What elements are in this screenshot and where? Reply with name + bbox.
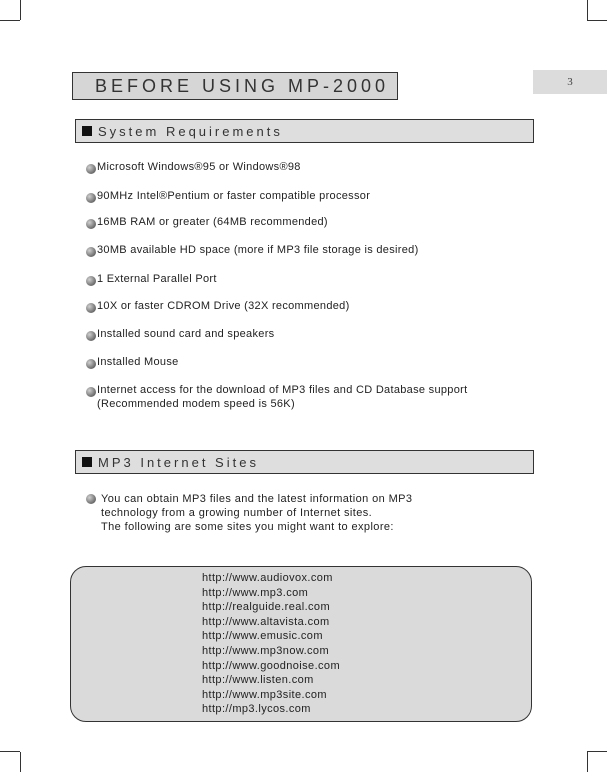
- list-item: [86, 272, 217, 286]
- round-bullet-icon: [86, 331, 96, 341]
- page-title: BEFORE USING MP-2000: [95, 75, 390, 96]
- round-bullet-icon: [86, 387, 96, 397]
- sites-list: [202, 571, 340, 717]
- crop-mark-top-right-h: [587, 20, 607, 21]
- list-item: [86, 299, 350, 313]
- crop-mark-top-left-v: [20, 0, 21, 20]
- list-item-text: Microsoft Windows®95 or Windows®98: [97, 161, 301, 173]
- site-url: http://realguide.real.com: [202, 601, 331, 614]
- site-url: http://www.mp3.com: [202, 586, 309, 599]
- page-number-tab: [533, 70, 607, 94]
- square-bullet-icon: [82, 126, 92, 136]
- round-bullet-icon: [86, 494, 96, 504]
- list-item: [86, 215, 328, 229]
- site-url: http://www.goodnoise.com: [202, 659, 341, 672]
- round-bullet-icon: [86, 219, 96, 229]
- round-bullet-icon: [86, 276, 96, 286]
- crop-mark-bottom-right-h: [587, 751, 607, 752]
- site-url: http://www.audiovox.com: [202, 572, 333, 584]
- square-bullet-icon: [82, 457, 92, 467]
- list-item-text: 30MB available HD space (more if MP3 file storage is desired): [97, 244, 419, 256]
- list-item-text: 1 External Parallel Port: [97, 273, 217, 285]
- list-item: [86, 383, 467, 411]
- section-header-internet-sites: [75, 450, 534, 474]
- list-item: [86, 243, 419, 257]
- intro-line: You can obtain MP3 files and the latest information on MP3: [101, 493, 413, 505]
- section-heading: System Requirements: [98, 123, 283, 139]
- site-url: http://www.mp3now.com: [202, 644, 330, 657]
- list-item: [86, 355, 179, 369]
- round-bullet-icon: [86, 193, 96, 203]
- crop-mark-bottom-left-v: [20, 752, 21, 772]
- site-url: http://www.altavista.com: [202, 615, 330, 628]
- section-header-requirements: [75, 119, 534, 143]
- round-bullet-icon: [86, 247, 96, 257]
- list-item-text: 16MB RAM or greater (64MB recommended): [97, 216, 328, 228]
- list-item: [86, 327, 274, 341]
- list-item-text: Internet access for the download of MP3 files and CD Database support (Recommended modem speed is 56K): [97, 384, 468, 410]
- site-url: http://mp3.lycos.com: [202, 703, 311, 716]
- crop-mark-top-left-h: [0, 20, 20, 21]
- list-item-text: Installed Mouse: [97, 356, 179, 368]
- crop-mark-bottom-left-h: [0, 751, 20, 752]
- section-heading: MP3 Internet Sites: [98, 454, 259, 470]
- crop-mark-top-right-v: [587, 0, 588, 20]
- list-item-text: Installed sound card and speakers: [97, 328, 275, 340]
- site-url: http://www.mp3site.com: [202, 688, 327, 701]
- crop-mark-bottom-right-v: [587, 752, 588, 772]
- list-item: [86, 189, 370, 203]
- list-item: [86, 160, 301, 174]
- intro-line: technology from a growing number of Internet sites.: [101, 507, 373, 519]
- round-bullet-icon: [86, 303, 96, 313]
- page-number: 3: [567, 76, 573, 88]
- intro-text: [101, 492, 412, 534]
- sites-intro: [86, 492, 546, 534]
- list-item-text: 10X or faster CDROM Drive (32X recommended): [97, 300, 350, 312]
- page-title-box: [72, 72, 398, 100]
- site-url: http://www.listen.com: [202, 674, 314, 687]
- round-bullet-icon: [86, 359, 96, 369]
- list-item-text: 90MHz Intel®Pentium or faster compatible processor: [97, 190, 371, 202]
- site-url: http://www.emusic.com: [202, 630, 323, 643]
- intro-line: The following are some sites you might want to explore:: [101, 521, 394, 533]
- round-bullet-icon: [86, 164, 96, 174]
